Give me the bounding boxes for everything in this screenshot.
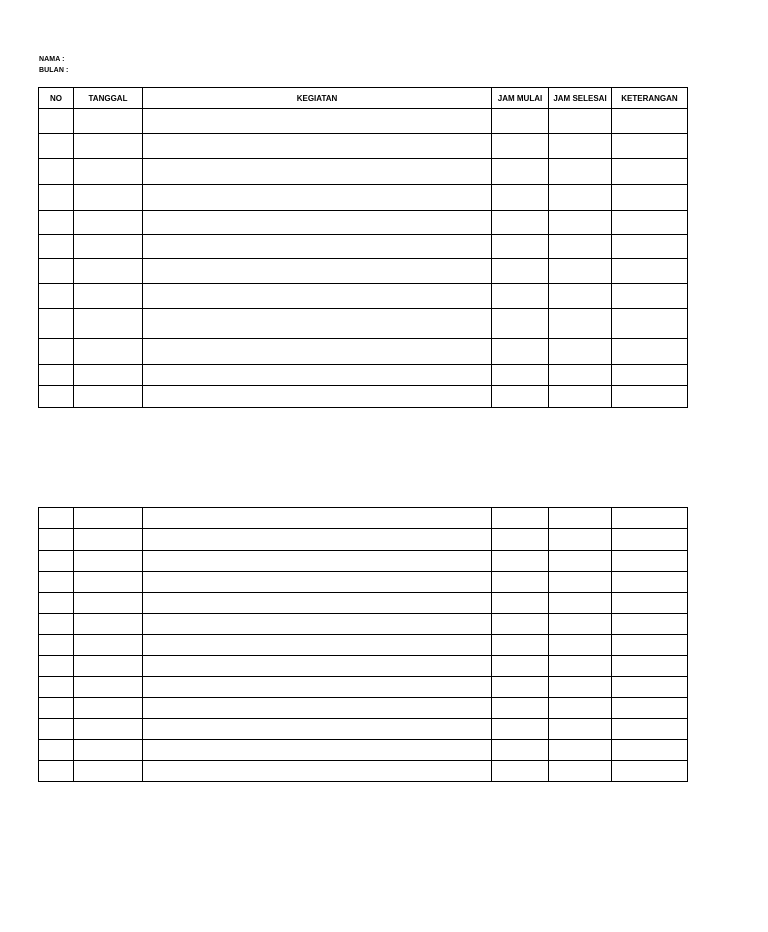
cell-no [39,551,74,572]
cell-kegiatan [143,109,492,134]
cell-jam-selesai [549,211,612,235]
cell-jam-mulai [492,740,549,761]
cell-kegiatan [143,572,492,593]
cell-jam-selesai [549,259,612,284]
cell-jam-mulai [492,719,549,740]
cell-jam-selesai [549,508,612,529]
cell-kegiatan [143,635,492,656]
cell-jam-selesai [549,677,612,698]
cell-kegiatan [143,677,492,698]
cell-kegiatan [143,386,492,408]
cell-jam-mulai [492,551,549,572]
cell-keterangan [612,339,688,365]
cell-jam-selesai [549,593,612,614]
cell-no [39,386,74,408]
cell-no [39,109,74,134]
nama-label: NAMA : [39,56,65,63]
table-row [39,284,688,309]
cell-jam-selesai [549,761,612,782]
cell-no [39,656,74,677]
cell-tanggal [74,185,143,211]
cell-jam-selesai [549,719,612,740]
cell-jam-mulai [492,185,549,211]
cell-jam-selesai [549,365,612,386]
cell-jam-mulai [492,677,549,698]
table-row [39,740,688,761]
cell-jam-mulai [492,159,549,185]
cell-jam-selesai [549,134,612,159]
cell-no [39,339,74,365]
column-header-tanggal: TANGGAL [74,88,143,109]
table-row [39,259,688,284]
column-header-keterangan: KETERANGAN [612,88,688,109]
bulan-label: BULAN : [39,67,69,74]
cell-keterangan [612,109,688,134]
cell-kegiatan [143,134,492,159]
document-header [39,54,68,76]
cell-jam-selesai [549,159,612,185]
cell-keterangan [612,235,688,259]
cell-kegiatan [143,211,492,235]
cell-kegiatan [143,235,492,259]
cell-no [39,185,74,211]
table-row [39,508,688,529]
cell-no [39,134,74,159]
cell-kegiatan [143,698,492,719]
cell-keterangan [612,529,688,551]
cell-jam-mulai [492,259,549,284]
cell-tanggal [74,339,143,365]
cell-kegiatan [143,259,492,284]
cell-keterangan [612,740,688,761]
activity-log-table-2 [38,507,688,782]
cell-tanggal [74,529,143,551]
table-row [39,309,688,339]
table-row [39,365,688,386]
cell-jam-selesai [549,339,612,365]
cell-kegiatan [143,339,492,365]
column-header-jam-mulai: JAM MULAI [492,88,549,109]
cell-no [39,740,74,761]
table-row [39,572,688,593]
cell-tanggal [74,134,143,159]
cell-jam-mulai [492,211,549,235]
cell-tanggal [74,761,143,782]
cell-tanggal [74,159,143,185]
cell-jam-mulai [492,235,549,259]
cell-tanggal [74,719,143,740]
table-row [39,185,688,211]
cell-tanggal [74,259,143,284]
activity-log-table-1 [38,87,688,408]
cell-keterangan [612,635,688,656]
cell-keterangan [612,593,688,614]
cell-jam-mulai [492,761,549,782]
cell-jam-mulai [492,386,549,408]
cell-jam-mulai [492,656,549,677]
cell-tanggal [74,508,143,529]
cell-jam-selesai [549,309,612,339]
cell-tanggal [74,284,143,309]
cell-no [39,508,74,529]
cell-kegiatan [143,656,492,677]
cell-no [39,614,74,635]
cell-jam-mulai [492,339,549,365]
cell-tanggal [74,572,143,593]
cell-no [39,259,74,284]
cell-jam-mulai [492,508,549,529]
cell-kegiatan [143,365,492,386]
cell-jam-selesai [549,614,612,635]
cell-no [39,159,74,185]
cell-keterangan [612,309,688,339]
cell-keterangan [612,572,688,593]
cell-keterangan [612,761,688,782]
cell-kegiatan [143,508,492,529]
cell-no [39,572,74,593]
cell-jam-mulai [492,614,549,635]
cell-jam-mulai [492,593,549,614]
cell-jam-selesai [549,551,612,572]
cell-tanggal [74,386,143,408]
cell-no [39,309,74,339]
cell-keterangan [612,365,688,386]
cell-jam-selesai [549,698,612,719]
table-row [39,529,688,551]
table-row [39,339,688,365]
table-row [39,211,688,235]
cell-kegiatan [143,309,492,339]
cell-keterangan [612,259,688,284]
cell-kegiatan [143,740,492,761]
cell-keterangan [612,159,688,185]
cell-keterangan [612,386,688,408]
cell-no [39,284,74,309]
cell-jam-selesai [549,235,612,259]
cell-jam-selesai [549,284,612,309]
table-row [39,109,688,134]
table-row [39,386,688,408]
cell-keterangan [612,185,688,211]
table-header-row [39,88,688,109]
cell-tanggal [74,740,143,761]
table-row [39,614,688,635]
cell-tanggal [74,593,143,614]
cell-no [39,698,74,719]
cell-keterangan [612,656,688,677]
cell-no [39,211,74,235]
table-row [39,761,688,782]
cell-jam-selesai [549,529,612,551]
cell-tanggal [74,698,143,719]
cell-keterangan [612,508,688,529]
cell-no [39,761,74,782]
cell-kegiatan [143,185,492,211]
cell-keterangan [612,134,688,159]
table-row [39,551,688,572]
cell-tanggal [74,109,143,134]
cell-jam-selesai [549,635,612,656]
table-row [39,698,688,719]
cell-tanggal [74,235,143,259]
cell-kegiatan [143,761,492,782]
cell-kegiatan [143,593,492,614]
cell-keterangan [612,551,688,572]
cell-jam-mulai [492,134,549,159]
cell-no [39,719,74,740]
cell-jam-mulai [492,309,549,339]
cell-jam-selesai [549,572,612,593]
cell-jam-mulai [492,529,549,551]
cell-jam-mulai [492,284,549,309]
cell-tanggal [74,551,143,572]
cell-jam-selesai [549,740,612,761]
column-header-jam-selesai: JAM SELESAI [549,88,612,109]
cell-tanggal [74,309,143,339]
cell-no [39,635,74,656]
cell-keterangan [612,677,688,698]
cell-jam-mulai [492,698,549,719]
cell-jam-mulai [492,572,549,593]
cell-tanggal [74,677,143,698]
cell-kegiatan [143,159,492,185]
cell-keterangan [612,614,688,635]
cell-kegiatan [143,719,492,740]
cell-jam-mulai [492,635,549,656]
cell-tanggal [74,614,143,635]
cell-no [39,529,74,551]
table-row [39,677,688,698]
cell-tanggal [74,365,143,386]
column-header-no: NO [39,88,74,109]
cell-no [39,593,74,614]
cell-kegiatan [143,284,492,309]
cell-no [39,235,74,259]
cell-kegiatan [143,529,492,551]
cell-keterangan [612,284,688,309]
table-row [39,593,688,614]
table-row [39,134,688,159]
cell-keterangan [612,719,688,740]
table-row [39,719,688,740]
cell-tanggal [74,211,143,235]
cell-kegiatan [143,614,492,635]
table-row [39,159,688,185]
cell-jam-selesai [549,656,612,677]
cell-kegiatan [143,551,492,572]
table-row [39,656,688,677]
cell-tanggal [74,656,143,677]
cell-jam-selesai [549,386,612,408]
cell-keterangan [612,211,688,235]
table-row [39,635,688,656]
cell-no [39,365,74,386]
cell-jam-mulai [492,365,549,386]
cell-tanggal [74,635,143,656]
cell-jam-selesai [549,109,612,134]
cell-no [39,677,74,698]
cell-jam-selesai [549,185,612,211]
cell-keterangan [612,698,688,719]
table-row [39,235,688,259]
cell-jam-mulai [492,109,549,134]
column-header-kegiatan: KEGIATAN [143,88,492,109]
